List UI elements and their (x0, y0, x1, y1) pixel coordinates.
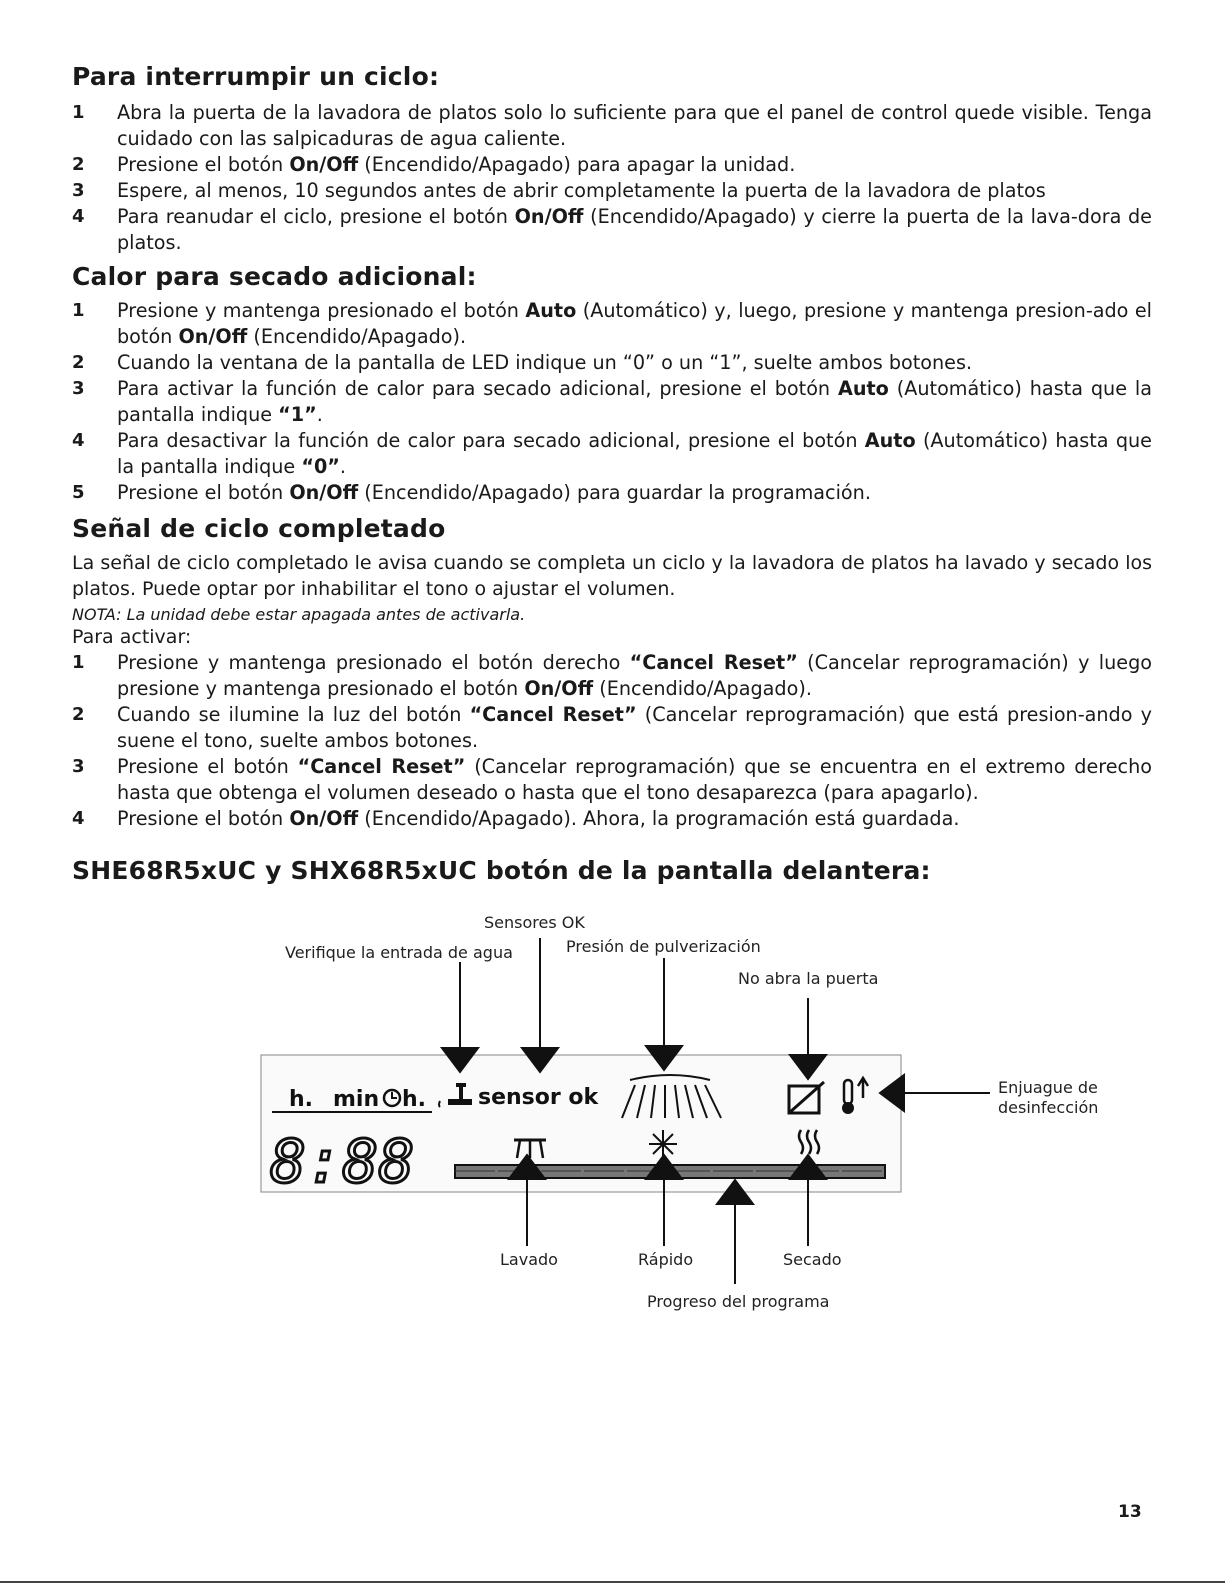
signal-activate-label: Para activar: (72, 626, 192, 648)
list-item-text: (Automático) hasta que la pantalla indique (117, 377, 1152, 426)
signal-note: NOTA: La unidad debe estar apagada antes de activarla. (72, 605, 526, 624)
lcd-digits: 8:88 (270, 1127, 415, 1197)
list-item-text: (Cancelar reprogramación) que se encuentra en el extremo derecho hasta que obtenga el volumen deseado o hasta que el tono desaparezca (para apagarlo). (117, 755, 1153, 804)
label-dry: Secado (783, 1250, 842, 1269)
list-item-text: (Encendido/Apagado). Ahora, la programación está guardada. (358, 807, 960, 830)
bold-term: On/Off (289, 481, 359, 504)
list-item-text: Presione y mantenga presionado el botón (117, 299, 526, 322)
list-item-number: 3 (72, 378, 85, 399)
list-item-number: 1 (72, 652, 85, 673)
label-quick: Rápido (638, 1250, 694, 1269)
bold-term: On/Off (514, 205, 584, 228)
list-item-number: 4 (72, 430, 85, 451)
list-item-number: 3 (72, 756, 85, 777)
lcd-h-label: h. (289, 1087, 314, 1112)
list-item-text: (Automático) y, luego, presione y mantenga presion-ado el botón (117, 299, 1153, 348)
list-item-text: . (316, 403, 323, 426)
list-item-text: Espere, al menos, 10 segundos antes de abrir completamente la puerta de la lavadora de platos (117, 179, 1046, 202)
label-sensors-ok: Sensores OK (484, 913, 585, 932)
bold-term: “Cancel Reset” (629, 651, 798, 674)
list-item-text: (Encendido/Apagado) para apagar la unidad. (358, 153, 796, 176)
list-item-text: Para activar la función de calor para secado adicional, presione el botón (117, 377, 838, 400)
bottom-rule (0, 1581, 1225, 1583)
list-item-number: 3 (72, 180, 85, 201)
label-progress: Progreso del programa (647, 1292, 830, 1311)
list-item-text: (Cancelar reprogramación) y luego presione y mantenga presionado el botón (117, 651, 1152, 700)
list-item-text: Cuando la ventana de la pantalla de LED indique un “0” o un “1”, suelte ambos botones. (117, 351, 973, 374)
list-item-text: Presione el botón (117, 153, 290, 176)
section-title-heat: Calor para secado adicional: (72, 262, 477, 291)
label-spray-pressure: Presión de pulverización (566, 937, 761, 956)
list-item-text: (Cancelar reprogramación) que está presion-ando y suene el tono, suelte ambos botones. (117, 703, 1153, 752)
list-item-text: (Encendido/Apagado). (247, 325, 467, 348)
list-item-text: Cuando se ilumine la luz del botón (117, 703, 470, 726)
section-title-display: SHE68R5xUC y SHX68R5xUC botón de la pantalla delantera: (72, 856, 931, 885)
list-item-text: Para desactivar la función de calor para secado adicional, presione el botón (117, 429, 865, 452)
page-number: 13 (1118, 1502, 1142, 1522)
list-item-text: Abra la puerta de la lavadora de platos solo lo suficiente para que el panel de control quede visible. Tenga cuidado con las salpicaduras de agua caliente. (117, 101, 1152, 150)
list-item-text: Presione el botón (117, 481, 290, 504)
list-item-number: 5 (72, 482, 85, 503)
label-wash: Lavado (500, 1250, 558, 1269)
list-item-number: 1 (72, 102, 85, 123)
label-water-inlet: Verifique la entrada de agua (285, 943, 513, 962)
list-item-text: (Encendido/Apagado) y cierre la puerta de la lava-dora de platos. (117, 205, 1152, 254)
bold-term: “1” (278, 403, 317, 426)
label-do-not-open: No abra la puerta (738, 969, 879, 988)
list-item-text: Presione el botón (117, 807, 290, 830)
bold-term: Auto (525, 299, 577, 322)
label-sanitize: Enjuague de desinfección (998, 1078, 1099, 1117)
lcd-h2-label: h. (402, 1087, 427, 1112)
list-item-number: 1 (72, 300, 85, 321)
bold-term: Auto (864, 429, 916, 452)
section-title-signal: Señal de ciclo completado (72, 514, 446, 543)
lcd-sensor-label: sensor ok (478, 1085, 599, 1110)
list-item-text: Presione el botón (117, 755, 298, 778)
list-item-number: 2 (72, 352, 85, 373)
list-item-text: (Encendido/Apagado) para guardar la programación. (358, 481, 871, 504)
bold-term: Auto (838, 377, 889, 400)
list-item-number: 4 (72, 808, 85, 829)
list-item-number: 2 (72, 704, 85, 725)
list-item-text: . (339, 455, 347, 478)
bold-term: On/Off (289, 807, 359, 830)
bold-term: “0” (301, 455, 340, 478)
list-item-number: 4 (72, 206, 85, 227)
list-item-text: Para reanudar el ciclo, presione el botón (117, 205, 515, 228)
section-title-interrupt: Para interrumpir un ciclo: (72, 62, 440, 91)
list-item-number: 2 (72, 154, 85, 175)
signal-intro: La señal de ciclo completado le avisa cuando se completa un ciclo y la lavadora de platos ha lavado y secado los platos. Puede optar por inhabilitar el tono o ajustar el volumen. (72, 552, 1152, 600)
bold-term: On/Off (289, 153, 359, 176)
list-item-text: (Automático) hasta que la pantalla indique (117, 429, 1152, 478)
lcd-min-label: min (333, 1087, 380, 1112)
list-item-text: (Encendido/Apagado). (593, 677, 812, 700)
bold-term: “Cancel Reset” (469, 703, 637, 726)
bold-term: On/Off (178, 325, 248, 348)
quick-icon (649, 1130, 677, 1158)
bold-term: “Cancel Reset” (297, 755, 466, 778)
bold-term: On/Off (524, 677, 594, 700)
list-item-text: Presione y mantenga presionado el botón derecho (117, 651, 630, 674)
